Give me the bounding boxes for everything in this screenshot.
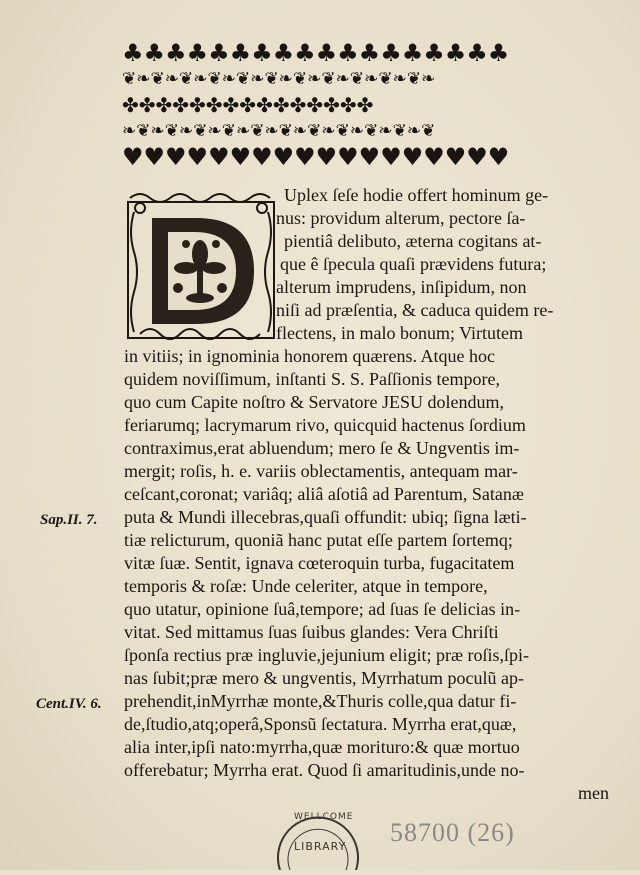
text-line: temporis & roſæ: Unde celeriter, atque in tempore,: [124, 576, 488, 596]
text-line: vitat. Sed mittamus ſuas ſuibus glandes: Vera Chriſti: [124, 622, 499, 642]
margin-note-cent: Cent.IV. 6.: [36, 696, 102, 712]
text-line: quo utatur, opinione ſuâ,tempore; ad ſuas ſe delicias in-: [124, 599, 521, 619]
text-line: pientiâ delibuto, æterna cogitans at-: [284, 231, 542, 251]
decorated-initial-d: [126, 188, 276, 342]
ornament-row: ♥♥♥♥♥♥♥♥♥♥♥♥♥♥♥♥♥♥: [122, 144, 510, 170]
ornament-row: ❧❦❧❦❧❦❧❦❧❦❧❦❧❦❧❦❧❦❧❦❧❦: [122, 121, 436, 141]
text-line: vitæ ſuæ. Sentit, ignava cœteroquin turba, fugacitatem: [124, 553, 515, 573]
text-line: offerebatur; Myrrha erat. Quod ſi amaritudinis,unde no-: [124, 760, 525, 780]
text-line: Uplex ſeſe hodie offert hominum ge-: [284, 185, 549, 205]
text-line: nus: providum alterum, pectore ſa-: [276, 208, 526, 228]
library-stamp: [272, 798, 364, 870]
text-line: in vitiis; in ignominia honorem quærens. Atque hoc: [124, 346, 495, 366]
text-line: prehendit,inMyrrhæ monte,&Thuris colle,qua datur fi-: [124, 691, 517, 711]
shelfmark: 58700 (26): [390, 818, 515, 847]
text-line: flectens, in malo bonum; Virtutem: [276, 323, 524, 343]
text-line: niſi ad præſentia, & caduca quidem re-: [276, 300, 554, 320]
catchword: men: [578, 783, 609, 803]
margin-note-sap: Sap.II. 7.: [40, 512, 98, 528]
text-line: mergit; roſis, h. e. variis oblectamentis, antequam mar-: [124, 461, 518, 481]
text-line: tiæ relicturum, quoniã hanc putat eſſe partem ſortemq;: [124, 530, 513, 550]
text-line: de,ſtudio,atq;operâ,Sponsũ ſectatura. Myrrha erat,quæ,: [124, 714, 517, 734]
text-line: que ê ſpecula quaſi prævidens futura;: [280, 254, 547, 274]
stamp-top-text: WELLCOME: [294, 812, 354, 822]
text-line: puta & Mundi illecebras,quaſi offundit: ubiq; ſigna læti-: [124, 507, 527, 527]
ornamental-headpiece: [122, 40, 620, 170]
text-line: ſponſa rectius præ ingluvie,jejunium eligit; præ roſis,ſpi-: [124, 645, 529, 665]
stamp-bottom-text: LIBRARY: [294, 840, 347, 853]
text-line: feriarumq; lacrymarum rivo, quicquid hactenus ſordium: [124, 415, 526, 435]
text-line: contraximus,erat abluendum; mero ſe & Ungventis im-: [124, 438, 520, 458]
ornament-row: ♣♣♣♣♣♣♣♣♣♣♣♣♣♣♣♣♣♣: [122, 40, 510, 66]
text-line: quidem noviſſimum, inſtanti S. S. Paſſionis tempore,: [124, 369, 500, 389]
text-line: nas ſubit;præ mero & ungventis, Myrrhatum poculũ ap-: [124, 668, 524, 688]
ornament-row: ❦❧❦❧❦❧❦❧❦❧❦❧❦❧❦❧❦❧❦❧❦❧: [122, 69, 436, 89]
text-line: alterum imprudens, inſipidum, non: [276, 277, 527, 297]
ornament-row: ✤✤✤✤✤✤✤✤✤✤✤✤✤✤✤: [122, 93, 374, 117]
stamp-circle-icon: [272, 798, 364, 870]
text-line: alia inter,ipſi nato:myrrha,quæ morituro:& quæ mortuo: [124, 737, 520, 757]
text-line: quo cum Capite noſtro & Servatore JESU dolendum,: [124, 392, 504, 412]
text-line: ceſcant,coronat; variâq; aliâ aſotiâ ad Parentum, Satanæ: [124, 484, 524, 504]
